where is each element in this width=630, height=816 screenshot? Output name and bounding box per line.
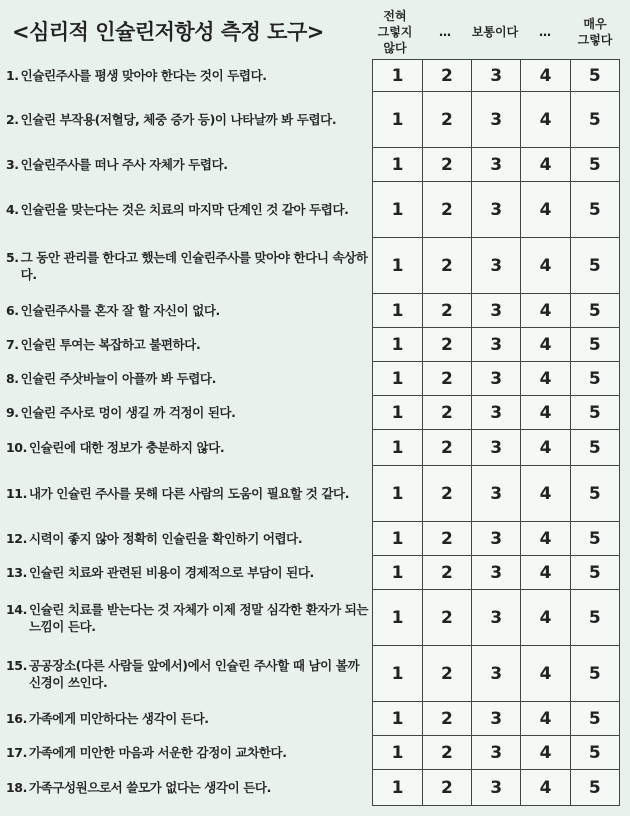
rating-option-4[interactable]: 4 [521, 736, 570, 770]
question-row [0, 148, 620, 182]
rating-option-2[interactable]: 2 [422, 770, 471, 806]
rating-option-3[interactable]: 3 [472, 396, 521, 430]
question-text: 내가 인슐린 주사를 못해 다른 사람의 도움이 필요할 것 같다. [28, 486, 350, 501]
rating-option-5[interactable]: 5 [570, 362, 619, 396]
question-number: 18. [6, 780, 27, 795]
page-title: <심리적 인슐린저항성 측정 도구> [12, 20, 324, 44]
question-cell [0, 466, 373, 522]
rating-option-2[interactable]: 2 [422, 702, 471, 736]
question-number: 14. [6, 601, 27, 617]
question-text: 시력이 좋지 않아 정확히 인슐린을 확인하기 어렵다. [28, 531, 303, 546]
question-number: 1. [6, 68, 19, 83]
question-text: 공공장소(다른 사람들 앞에서)에서 인슐린 주사할 때 남이 볼까 신경이 쓰인다. [28, 657, 360, 690]
rating-option-4[interactable]: 4 [521, 238, 570, 294]
rating-option-5[interactable]: 5 [570, 294, 619, 328]
scale-header-4: … [539, 25, 551, 39]
question-text: 그 동안 관리를 한다고 했는데 인슐린주사를 맞아야 한다니 속상하다. [20, 249, 368, 282]
question-cell [0, 92, 373, 148]
scale-header-2: … [439, 25, 451, 39]
question-cell [0, 60, 373, 92]
rating-option-4[interactable]: 4 [521, 294, 570, 328]
rating-option-5[interactable]: 5 [570, 556, 619, 590]
rating-option-3[interactable]: 3 [472, 770, 521, 806]
rating-option-1[interactable]: 1 [373, 466, 422, 522]
rating-option-2[interactable]: 2 [422, 646, 471, 702]
rating-option-4[interactable]: 4 [521, 396, 570, 430]
question-cell [0, 522, 373, 556]
rating-option-2[interactable]: 2 [422, 362, 471, 396]
question-row [0, 294, 620, 328]
rating-option-5[interactable]: 5 [570, 522, 619, 556]
question-number: 13. [6, 565, 27, 580]
question-text: 인슐린주사를 혼자 잘 할 자신이 없다. [20, 303, 220, 318]
rating-option-3[interactable]: 3 [472, 702, 521, 736]
rating-option-2[interactable]: 2 [422, 60, 471, 92]
rating-option-5[interactable]: 5 [570, 328, 619, 362]
scale-header-3: 보통이다 [471, 25, 519, 39]
rating-option-4[interactable]: 4 [521, 556, 570, 590]
question-row [0, 362, 620, 396]
rating-option-5[interactable]: 5 [570, 770, 619, 806]
question-row [0, 466, 620, 522]
rating-option-5[interactable]: 5 [570, 60, 619, 92]
question-number: 7. [6, 337, 19, 352]
question-text: 가족에게 미안하다는 생각이 든다. [28, 711, 209, 726]
rating-option-4[interactable]: 4 [521, 590, 570, 646]
rating-option-5[interactable]: 5 [570, 396, 619, 430]
rating-option-4[interactable]: 4 [521, 466, 570, 522]
rating-option-3[interactable]: 3 [472, 92, 521, 148]
question-cell [0, 736, 373, 770]
question-row [0, 556, 620, 590]
rating-option-1[interactable]: 1 [373, 238, 422, 294]
question-row [0, 238, 620, 294]
rating-option-3[interactable]: 3 [472, 590, 521, 646]
question-row [0, 60, 620, 92]
scale-header-1: 전혀 그렇지 않다 [377, 9, 413, 55]
question-number: 8. [6, 371, 19, 386]
rating-option-5[interactable]: 5 [570, 736, 619, 770]
rating-option-4[interactable]: 4 [521, 770, 570, 806]
question-row [0, 736, 620, 770]
rating-option-2[interactable]: 2 [422, 736, 471, 770]
question-cell [0, 646, 373, 702]
rating-option-3[interactable]: 3 [472, 466, 521, 522]
rating-option-2[interactable]: 2 [422, 590, 471, 646]
question-number: 10. [6, 440, 27, 455]
rating-option-4[interactable]: 4 [521, 362, 570, 396]
question-number: 17. [6, 745, 27, 760]
rating-option-4[interactable]: 4 [521, 328, 570, 362]
question-number: 6. [6, 303, 19, 318]
question-text: 인슐린 부작용(저혈당, 체중 증가 등)이 나타날까 봐 두렵다. [20, 112, 337, 127]
question-row [0, 770, 620, 806]
rating-option-3[interactable]: 3 [472, 430, 521, 466]
rating-option-1[interactable]: 1 [373, 522, 422, 556]
rating-option-2[interactable]: 2 [422, 182, 471, 238]
rating-option-2[interactable]: 2 [422, 328, 471, 362]
rating-option-1[interactable]: 1 [373, 182, 422, 238]
rating-option-2[interactable]: 2 [422, 238, 471, 294]
question-cell [0, 328, 373, 362]
question-row [0, 590, 620, 646]
rating-option-4[interactable]: 4 [521, 430, 570, 466]
question-text: 인슐린주사를 떠나 주사 자체가 두렵다. [20, 157, 228, 172]
question-row [0, 646, 620, 702]
question-number: 11. [6, 486, 27, 501]
question-cell [0, 148, 373, 182]
question-number: 2. [6, 112, 19, 127]
rating-option-5[interactable]: 5 [570, 430, 619, 466]
rating-option-2[interactable]: 2 [422, 148, 471, 182]
rating-option-2[interactable]: 2 [422, 92, 471, 148]
rating-option-1[interactable]: 1 [373, 396, 422, 430]
rating-option-4[interactable]: 4 [521, 60, 570, 92]
rating-option-5[interactable]: 5 [570, 646, 619, 702]
scale-header-5: 매우 그렇다 [577, 17, 613, 47]
rating-option-3[interactable]: 3 [472, 556, 521, 590]
question-cell [0, 770, 373, 806]
rating-option-5[interactable]: 5 [570, 182, 619, 238]
question-cell [0, 396, 373, 430]
question-text: 인슐린주사를 평생 맞아야 한다는 것이 두렵다. [20, 68, 267, 83]
rating-option-3[interactable]: 3 [472, 522, 521, 556]
question-text: 인슐린에 대한 정보가 충분하지 않다. [28, 440, 225, 455]
rating-option-4[interactable]: 4 [521, 182, 570, 238]
question-text: 인슐린 주사로 멍이 생길 까 걱정이 된다. [20, 405, 236, 420]
question-number: 16. [6, 711, 27, 726]
rating-option-5[interactable]: 5 [570, 702, 619, 736]
rating-option-3[interactable]: 3 [472, 148, 521, 182]
question-cell [0, 590, 373, 646]
question-text: 인슐린을 맞는다는 것은 치료의 마지막 단계인 것 같아 두렵다. [20, 202, 349, 217]
question-cell [0, 702, 373, 736]
question-row [0, 396, 620, 430]
rating-option-4[interactable]: 4 [521, 522, 570, 556]
rating-option-1[interactable]: 1 [373, 92, 422, 148]
question-number: 3. [6, 157, 19, 172]
rating-option-3[interactable]: 3 [472, 328, 521, 362]
rating-option-1[interactable]: 1 [373, 60, 422, 92]
rating-option-1[interactable]: 1 [373, 362, 422, 396]
question-cell [0, 238, 373, 294]
rating-option-1[interactable]: 1 [373, 430, 422, 466]
rating-option-3[interactable]: 3 [472, 182, 521, 238]
rating-option-1[interactable]: 1 [373, 770, 422, 806]
rating-option-1[interactable]: 1 [373, 294, 422, 328]
rating-option-5[interactable]: 5 [570, 466, 619, 522]
rating-option-3[interactable]: 3 [472, 362, 521, 396]
rating-option-4[interactable]: 4 [521, 92, 570, 148]
rating-option-1[interactable]: 1 [373, 736, 422, 770]
question-row [0, 702, 620, 736]
question-number: 9. [6, 405, 19, 420]
rating-option-3[interactable]: 3 [472, 60, 521, 92]
question-cell [0, 182, 373, 238]
rating-option-5[interactable]: 5 [570, 92, 619, 148]
rating-option-3[interactable]: 3 [472, 238, 521, 294]
question-number: 5. [6, 249, 19, 265]
question-number: 12. [6, 531, 27, 546]
rating-option-1[interactable]: 1 [373, 148, 422, 182]
rating-option-5[interactable]: 5 [570, 590, 619, 646]
rating-option-1[interactable]: 1 [373, 328, 422, 362]
question-row [0, 430, 620, 466]
rating-option-4[interactable]: 4 [521, 646, 570, 702]
question-row [0, 328, 620, 362]
rating-option-2[interactable]: 2 [422, 466, 471, 522]
question-cell [0, 430, 373, 466]
rating-option-1[interactable]: 1 [373, 590, 422, 646]
question-row [0, 522, 620, 556]
rating-option-2[interactable]: 2 [422, 430, 471, 466]
question-text: 인슐린 치료를 받는다는 것 자체가 이제 정말 심각한 환자가 되는 느낌이 든다. [28, 601, 369, 634]
question-number: 15. [6, 657, 27, 673]
rating-option-4[interactable]: 4 [521, 702, 570, 736]
rating-option-3[interactable]: 3 [472, 294, 521, 328]
question-text: 인슐린 주삿바늘이 아플까 봐 두렵다. [20, 371, 216, 386]
questionnaire-table [0, 59, 620, 806]
rating-option-1[interactable]: 1 [373, 556, 422, 590]
rating-option-4[interactable]: 4 [521, 148, 570, 182]
question-row [0, 182, 620, 238]
question-text: 인슐린 투여는 복잡하고 불편하다. [20, 337, 201, 352]
question-cell [0, 362, 373, 396]
scale-header [370, 6, 620, 58]
rating-option-1[interactable]: 1 [373, 646, 422, 702]
question-cell [0, 294, 373, 328]
question-text: 인슐린 치료와 관련된 비용이 경제적으로 부담이 된다. [28, 565, 314, 580]
rating-option-3[interactable]: 3 [472, 736, 521, 770]
question-row [0, 92, 620, 148]
rating-option-2[interactable]: 2 [422, 294, 471, 328]
question-number: 4. [6, 202, 19, 217]
rating-option-3[interactable]: 3 [472, 646, 521, 702]
rating-option-5[interactable]: 5 [570, 238, 619, 294]
question-cell [0, 556, 373, 590]
rating-option-2[interactable]: 2 [422, 396, 471, 430]
question-text: 가족구성원으로서 쓸모가 없다는 생각이 든다. [28, 780, 271, 795]
rating-option-2[interactable]: 2 [422, 522, 471, 556]
question-text: 가족에게 미안한 마음과 서운한 감정이 교차한다. [28, 745, 287, 760]
rating-option-2[interactable]: 2 [422, 556, 471, 590]
rating-option-1[interactable]: 1 [373, 702, 422, 736]
rating-option-5[interactable]: 5 [570, 148, 619, 182]
